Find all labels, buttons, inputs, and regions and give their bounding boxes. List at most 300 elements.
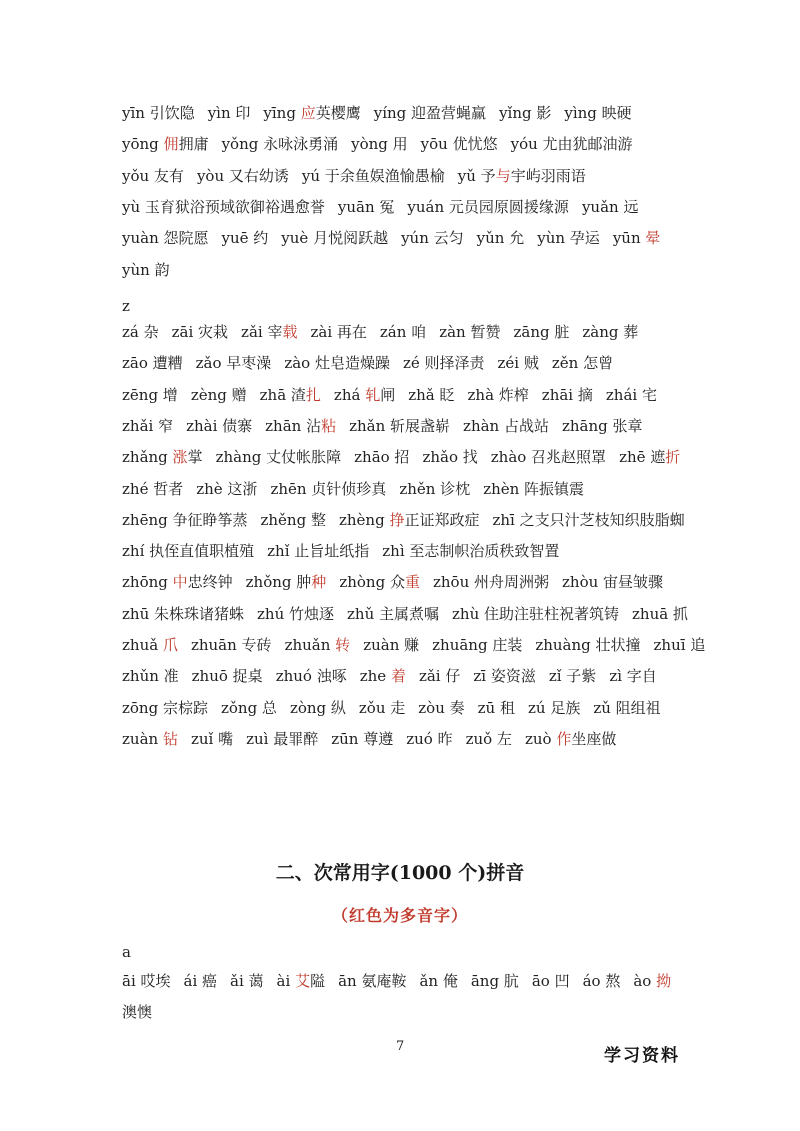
- entry-text: zhǒng 肿: [245, 573, 312, 592]
- entry-text: yíng 迎盈营蝇赢: [373, 104, 487, 122]
- pinyin-entry: [122, 261, 170, 279]
- pinyin-entry: [122, 1003, 152, 1021]
- pinyin-line: [122, 133, 730, 155]
- pinyin-entry: [122, 354, 183, 372]
- entry-text: yuǎn 远: [581, 197, 639, 216]
- entry-text: zuǐ 嘴: [190, 729, 234, 748]
- pinyin-entry: [267, 542, 369, 560]
- polyphone-char: 轧: [365, 385, 381, 404]
- pinyin-entry: [478, 699, 515, 717]
- pinyin-entry: [473, 667, 535, 685]
- pinyin-entry: [606, 386, 657, 404]
- entry-text: zhuǎn: [284, 636, 336, 654]
- entry-text: zāo 遭糟: [122, 354, 183, 373]
- pinyin-line: [122, 571, 730, 593]
- entry-text: zé 则择泽责: [402, 354, 485, 373]
- pinyin-entry: [246, 730, 318, 748]
- pinyin-entry: [419, 667, 460, 685]
- pinyin-entry: [191, 386, 247, 404]
- pinyin-entry: [564, 104, 631, 122]
- entry-text: zhào 召兆赵照罩: [490, 448, 607, 467]
- pinyin-entry: [208, 104, 251, 122]
- entry-text: zuì 最罪醉: [246, 729, 319, 748]
- polyphone-char: 拗: [656, 972, 672, 990]
- pinyin-entry: [172, 323, 228, 341]
- pinyin-entry: [511, 135, 633, 153]
- pinyin-entry: [609, 667, 656, 685]
- polyphone-char: 中: [172, 573, 188, 592]
- pinyin-entry: [284, 354, 390, 372]
- entry-text: yuān 冤: [337, 197, 395, 216]
- pinyin-entry: [360, 667, 406, 685]
- entry-text: zhuāng 庄装: [432, 636, 523, 654]
- pinyin-entry: [191, 730, 233, 748]
- entry-text: yòng 用: [351, 135, 408, 154]
- pinyin-entry: [122, 730, 178, 748]
- pinyin-line: [122, 697, 730, 719]
- polyphone-char: 与: [495, 166, 511, 185]
- pinyin-entry: [471, 972, 519, 990]
- entry-text: zōng 宗棕踪: [122, 698, 208, 717]
- pinyin-entry: [537, 229, 600, 247]
- pinyin-entry: [122, 198, 325, 216]
- entry-text: zào 灶皂造燥躁: [284, 354, 390, 373]
- pinyin-entry: [339, 511, 480, 529]
- pinyin-entry: [339, 573, 420, 591]
- polyphone-char: 折: [665, 448, 681, 467]
- entry-text: zǎi 仔: [418, 667, 461, 686]
- pinyin-entry: [270, 480, 386, 498]
- entry-text: yìn 印: [207, 104, 251, 122]
- polyphone-char: 重: [404, 573, 420, 592]
- pinyin-entry: [122, 323, 159, 341]
- entry-text: yǒng 永咏泳勇涌: [221, 135, 339, 154]
- pinyin-line: [122, 603, 730, 625]
- pinyin-entry: [654, 636, 706, 654]
- entry-text: yòu 又右幼诱: [196, 166, 289, 185]
- polyphone-char: 转: [335, 636, 351, 654]
- pinyin-entry: [349, 417, 450, 435]
- entry-text: zǒng 总: [220, 698, 277, 717]
- pinyin-line: [122, 665, 730, 687]
- polyphone-char: 涨: [172, 448, 188, 467]
- pinyin-entry: [338, 972, 406, 990]
- pinyin-entry: [452, 605, 619, 623]
- entry-text: zéi 贼: [497, 354, 539, 373]
- polyphone-char: 钻: [162, 729, 178, 748]
- entry-text: zuàn: [122, 729, 163, 748]
- entry-text: zhěn 诊枕: [399, 479, 471, 498]
- pinyin-entry: [619, 448, 680, 466]
- entry-text: 掌: [187, 448, 203, 467]
- entry-text: 正证郑政症: [404, 510, 480, 529]
- pinyin-entry: [498, 354, 539, 372]
- entry-text: zhuǎ: [122, 636, 163, 654]
- pinyin-entry: [613, 229, 661, 247]
- footer-label: 学习资料: [604, 1046, 680, 1066]
- pinyin-entry: [433, 573, 549, 591]
- pinyin-entry: [408, 386, 454, 404]
- entry-text: zhèng: [338, 510, 390, 529]
- pinyin-entry: [468, 386, 529, 404]
- pinyin-line: [122, 165, 730, 187]
- entry-text: zán 咱: [379, 323, 427, 341]
- pinyin-entry: [285, 636, 351, 654]
- entry-text: zhuàng 壮状撞: [535, 636, 641, 654]
- pinyin-entry: [222, 229, 269, 247]
- pinyin-entry: [192, 667, 263, 685]
- pinyin-entry: [246, 573, 327, 591]
- entry-text: yīn 引饮隐: [122, 104, 195, 122]
- pinyin-entry: [260, 511, 325, 529]
- entry-text: āi 哎埃: [122, 972, 171, 990]
- entry-text: yìng 映硬: [564, 104, 632, 122]
- entry-text: zhī 之支只汁芝枝知织肢脂蜘: [492, 510, 685, 529]
- pinyin-entry: [562, 573, 663, 591]
- pinyin-entry: [492, 511, 684, 529]
- pinyin-entry: [347, 605, 439, 623]
- entry-text: zēng 增: [122, 385, 178, 404]
- pinyin-entry: [432, 636, 522, 654]
- pinyin-entry: [122, 636, 178, 654]
- pinyin-line: [122, 728, 730, 750]
- entry-text: zūn 尊遵: [331, 729, 394, 748]
- entry-text: zāng 脏: [513, 323, 570, 341]
- pinyin-entry: [122, 972, 171, 990]
- entry-text: zhǎi 窄: [122, 416, 174, 435]
- entry-text: zhěng 整: [260, 510, 326, 529]
- pinyin-entry: [535, 636, 640, 654]
- entry-text: yǔn 允: [476, 229, 525, 248]
- entry-text: zǎi 宰: [241, 323, 283, 341]
- entry-text: ān 氨庵鞍: [338, 972, 407, 990]
- entry-text: zòng 纵: [289, 698, 346, 717]
- pinyin-entry: [191, 636, 272, 654]
- pinyin-entry: [513, 323, 569, 341]
- pinyin-entry: [483, 480, 584, 498]
- pinyin-line: [122, 446, 730, 468]
- entry-text: 宇屿羽雨语: [510, 166, 586, 185]
- entry-text: yōu 优忧悠: [420, 135, 498, 154]
- polyphone-char: 载: [282, 323, 298, 341]
- entry-text: ài: [276, 972, 296, 990]
- entry-text: yùn 孕运: [537, 229, 600, 248]
- entry-text: zhǐ 止旨址纸指: [267, 542, 370, 561]
- pinyin-entry: [351, 135, 408, 153]
- entry-text: zhè 这浙: [196, 479, 258, 498]
- entry-text: zhǔn 准: [122, 667, 179, 686]
- pinyin-entry: [196, 480, 257, 498]
- entry-text: yóu 尤由犹邮油游: [510, 135, 633, 154]
- pinyin-entry: [549, 667, 596, 685]
- entry-text: zǔ 阻组祖: [593, 698, 661, 717]
- polyphone-char: 粘: [321, 416, 337, 435]
- entry-text: zǐ 子紫: [548, 667, 597, 686]
- entry-text: yūn: [612, 229, 646, 248]
- polyphone-char: 着: [390, 667, 406, 686]
- pinyin-entry: [466, 730, 512, 748]
- entry-text: zuàn 赚: [363, 636, 420, 654]
- entry-text: yǒu 友有: [122, 166, 184, 185]
- entry-text: ǎi 蔼: [230, 972, 264, 990]
- entry-text: zhāi 摘: [541, 385, 593, 404]
- entry-text: zhǎn 斩展盏崭: [349, 416, 451, 435]
- entry-text: zhū 朱株珠诸猪蛛: [122, 604, 244, 623]
- pinyin-entry: [122, 667, 179, 685]
- pinyin-entry: [122, 135, 209, 153]
- pinyin-entry: [122, 167, 184, 185]
- entry-text: zhí 执侄直值职植殖: [122, 542, 255, 561]
- letter-heading-a: a: [122, 943, 131, 961]
- pinyin-entry: [338, 198, 395, 216]
- pinyin-entry: [582, 198, 639, 216]
- entry-text: zài 再在: [310, 323, 367, 341]
- entry-text: yuè 月悦阅跃越: [281, 229, 389, 248]
- pinyin-entry: [186, 417, 252, 435]
- pinyin-entry: [276, 667, 347, 685]
- pinyin-entry: [399, 480, 470, 498]
- pinyin-entry: [525, 730, 616, 748]
- pinyin-entry: [122, 448, 203, 466]
- entry-text: zàng 葬: [582, 323, 639, 341]
- pinyin-entry: [122, 417, 173, 435]
- polyphone-char: 爪: [162, 636, 178, 654]
- pinyin-line: [122, 196, 730, 218]
- entry-text: 隘: [310, 972, 326, 990]
- pinyin-entry: [222, 135, 339, 153]
- pinyin-entry: [260, 386, 321, 404]
- entry-text: āo 凹: [531, 972, 570, 990]
- pinyin-entry: [359, 699, 405, 717]
- pinyin-entry: [122, 605, 244, 623]
- entry-text: zhì 至志制帜治质秩致智置: [382, 542, 560, 561]
- pinyin-entry: [302, 167, 445, 185]
- pinyin-line: [122, 540, 730, 562]
- entry-text: zhe: [359, 667, 391, 686]
- entry-text: 忠终钟: [187, 573, 233, 592]
- entry-text: zhāo 招: [354, 448, 410, 467]
- entry-text: yún 云匀: [401, 229, 464, 248]
- entry-text: zèng 赠: [190, 385, 247, 404]
- entry-text: zǎo 早枣澡: [195, 354, 272, 373]
- polyphone-char: 作: [556, 729, 572, 748]
- pinyin-entry: [122, 699, 208, 717]
- pinyin-entry: [593, 699, 660, 717]
- entry-text: zhái 宅: [605, 385, 657, 404]
- entry-text: zhé 哲者: [122, 479, 184, 498]
- entry-text: 澳懊: [122, 1003, 153, 1022]
- pinyin-entry: [401, 229, 464, 247]
- pinyin-entry: [422, 448, 477, 466]
- pinyin-line: [122, 259, 730, 281]
- pinyin-entry: [491, 448, 606, 466]
- entry-text: zàn 暂赞: [439, 323, 501, 341]
- entry-text: zhē 遮: [619, 448, 666, 467]
- pinyin-entry: [122, 104, 195, 122]
- entry-text: yǔ 予: [457, 166, 496, 185]
- polyphone-char: 晕: [645, 229, 661, 248]
- entry-text: zū 租: [477, 698, 515, 717]
- pinyin-line: [122, 415, 730, 437]
- entry-text: yùn 韵: [122, 260, 170, 279]
- entry-text: zěn 怎曾: [551, 354, 614, 373]
- entry-text: zhāng 张章: [561, 416, 643, 435]
- pinyin-entry: [263, 104, 360, 122]
- polyphone-char: 种: [311, 573, 327, 592]
- entry-text: 闸: [380, 385, 396, 404]
- pinyin-entry: [277, 972, 326, 990]
- entry-text: zòu 奏: [418, 698, 465, 717]
- entry-text: zuǒ 左: [465, 729, 512, 748]
- pinyin-entry: [331, 730, 393, 748]
- entry-text: zhòu 宙昼皱骤: [562, 573, 664, 592]
- pinyin-entry: [439, 323, 500, 341]
- polyphone-char: 扎: [305, 385, 321, 404]
- pinyin-line: [122, 634, 730, 656]
- pinyin-line: [122, 1001, 730, 1023]
- pinyin-entry: [122, 511, 247, 529]
- entry-text: zú 足族: [528, 698, 581, 717]
- pinyin-line: [122, 321, 730, 343]
- pinyin-entry: [122, 542, 254, 560]
- entry-text: āng 肮: [470, 972, 519, 990]
- entry-text: zhàn 占战站: [463, 416, 549, 435]
- pinyin-entry: [562, 417, 643, 435]
- polyphone-char: 佣: [163, 135, 179, 154]
- pinyin-entry: [241, 323, 297, 341]
- pinyin-entry: [230, 972, 264, 990]
- entry-text: zhuā 抓: [632, 604, 688, 623]
- pinyin-entry: [197, 167, 289, 185]
- pinyin-entry: [582, 323, 638, 341]
- pinyin-line: [122, 970, 730, 992]
- pinyin-entry: [499, 104, 551, 122]
- pinyin-entry: [419, 972, 457, 990]
- entry-text: zī 姿资滋: [473, 667, 536, 686]
- entry-text: 英樱鹰: [315, 104, 361, 122]
- entry-text: zhǎng: [122, 448, 173, 467]
- entry-text: zì 字自: [609, 667, 657, 686]
- entry-text: zhān 沾: [265, 416, 322, 435]
- entry-text: ái 癌: [183, 972, 218, 990]
- entry-text: zhōng: [122, 573, 173, 592]
- pinyin-entry: [382, 542, 559, 560]
- entry-text: zhǎo 找: [422, 448, 478, 467]
- pinyin-entry: [122, 229, 209, 247]
- pinyin-entry: [122, 573, 233, 591]
- entry-text: zhǎ 眨: [408, 385, 455, 404]
- entry-text: yuán 元员园原圆援缘源: [407, 197, 569, 216]
- entry-text: zhèn 阵振镇震: [483, 479, 585, 498]
- pinyin-entry: [122, 386, 178, 404]
- pinyin-entry: [463, 417, 549, 435]
- entry-text: zhuī 追: [653, 636, 706, 654]
- polyphone-char: 艾: [295, 972, 311, 990]
- entry-text: zhài 债寨: [186, 416, 253, 435]
- pinyin-entry: [532, 972, 570, 990]
- entry-text: yuē 约: [221, 229, 269, 248]
- entry-text: zhù 住助注驻柱祝著筑铸: [452, 604, 619, 623]
- entry-text: yuàn 怨院愿: [122, 229, 209, 248]
- entry-text: 坐座做: [571, 729, 617, 748]
- entry-text: zhōu 州舟周洲粥: [432, 573, 549, 592]
- pinyin-entry: [552, 354, 613, 372]
- entry-text: ǎn 俺: [419, 972, 458, 990]
- entry-text: zhá: [333, 385, 366, 404]
- pinyin-entry: [380, 323, 426, 341]
- entry-text: yīng: [263, 104, 301, 122]
- entry-text: zhā 渣: [259, 385, 306, 404]
- pinyin-entry: [363, 636, 419, 654]
- pinyin-entry: [403, 354, 485, 372]
- section-title: 二、次常用字(1000 个)拼音: [275, 862, 525, 884]
- entry-text: zhǔ 主属煮嘱: [347, 604, 439, 623]
- pinyin-entry: [418, 699, 464, 717]
- entry-text: zhú 竹烛逐: [257, 604, 334, 623]
- entry-text: zhà 炸榨: [467, 385, 529, 404]
- pinyin-entry: [407, 198, 569, 216]
- entry-text: zǒu 走: [358, 698, 406, 717]
- entry-text: yōng: [122, 135, 164, 154]
- polyphone-char: 应: [300, 104, 316, 122]
- entry-text: zuò: [524, 729, 557, 748]
- pinyin-entry: [406, 730, 452, 748]
- pinyin-line: [122, 352, 730, 374]
- pinyin-entry: [542, 386, 593, 404]
- section-subtitle: （红色为多音字）: [331, 906, 468, 925]
- pinyin-entry: [257, 605, 334, 623]
- pinyin-entry: [310, 323, 366, 341]
- pinyin-entry: [122, 480, 183, 498]
- entry-text: zāi 灾栽: [171, 323, 229, 341]
- pinyin-entry: [633, 972, 671, 990]
- pinyin-line: [122, 384, 730, 406]
- pinyin-entry: [216, 448, 342, 466]
- entry-text: zá 杂: [122, 323, 159, 341]
- entry-text: yù 玉育狱浴预域欲御裕遇愈誉: [122, 197, 325, 216]
- pinyin-line: [122, 102, 730, 124]
- pinyin-entry: [528, 699, 580, 717]
- pinyin-entry: [477, 229, 525, 247]
- pinyin-line: [122, 509, 730, 531]
- pinyin-entry: [290, 699, 346, 717]
- pinyin-entry: [196, 354, 272, 372]
- entry-text: zhēng 争征睁筝蒸: [122, 510, 248, 529]
- letter-heading-z: z: [122, 297, 130, 315]
- entry-text: áo 熬: [582, 972, 621, 990]
- entry-text: zhuān 专砖: [190, 636, 272, 654]
- pinyin-entry: [583, 972, 621, 990]
- pinyin-line: [122, 478, 730, 500]
- entry-text: zhuó 浊啄: [275, 667, 347, 686]
- polyphone-char: 挣: [389, 510, 405, 529]
- pinyin-entry: [281, 229, 388, 247]
- pinyin-entry: [354, 448, 409, 466]
- entry-text: zhēn 贞针侦珍真: [270, 479, 387, 498]
- entry-text: zuó 昨: [406, 729, 453, 748]
- pinyin-entry: [184, 972, 218, 990]
- pinyin-entry: [458, 167, 586, 185]
- entry-text: yǐng 影: [499, 104, 552, 122]
- pinyin-entry: [334, 386, 395, 404]
- entry-text: zhàng 丈仗帐胀障: [215, 448, 342, 467]
- pinyin-line: [122, 227, 730, 249]
- entry-text: zhuō 捉桌: [191, 667, 263, 686]
- pinyin-entry: [421, 135, 498, 153]
- pinyin-entry: [632, 605, 688, 623]
- entry-text: ào: [633, 972, 657, 990]
- entry-text: 拥庸: [178, 135, 209, 154]
